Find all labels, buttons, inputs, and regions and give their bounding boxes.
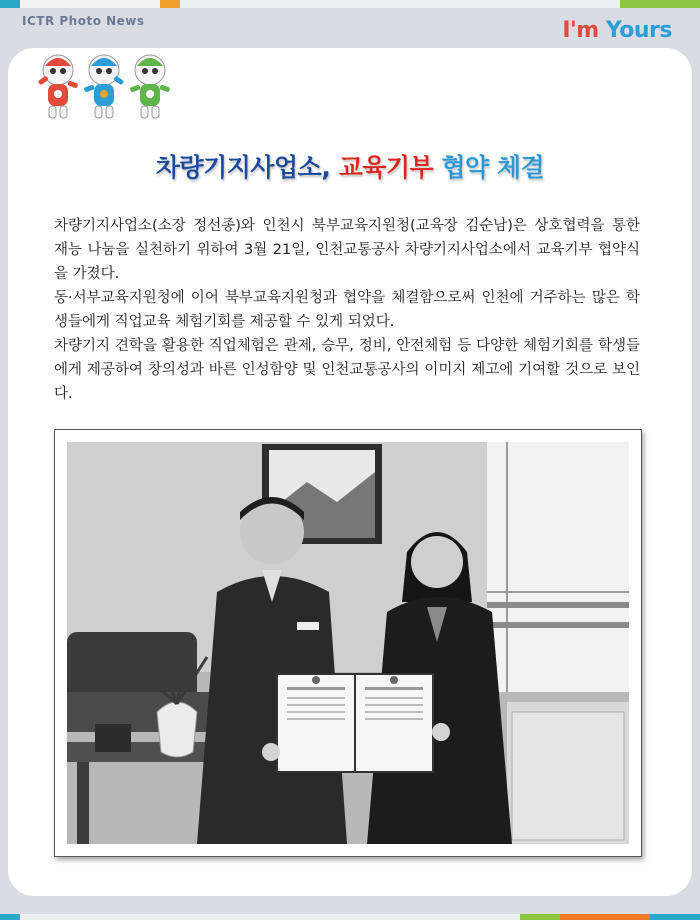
header-label: ICTR Photo News <box>22 14 145 28</box>
paragraph-2: 동·서부교육지원청에 이어 북부교육지원청과 협약을 체결함으로써 인천에 거주하는 많은 학생들에게 직업교육 체험기회를 제공할 수 있게 되었다. <box>54 290 640 330</box>
brand-logo-part1: I'm <box>562 18 599 43</box>
photo-frame <box>54 429 642 857</box>
title-part2: 교육기부 <box>338 153 434 182</box>
agreement-signing-photo <box>67 442 629 844</box>
bottom-decor-strip <box>0 914 700 920</box>
top-decor-strip <box>0 0 700 8</box>
article-title <box>0 148 700 184</box>
paragraph-3: 차량기지 견학을 활용한 직업체험은 관제, 승무, 정비, 안전체험 등 다양한 체험기회를 학생들에게 제공하여 창의성과 바른 인성함양 및 인천교통공사의 이미지 제고에 기여할 것으로 보인다. <box>54 338 640 402</box>
article-body <box>54 214 640 406</box>
mascot-blue-icon <box>84 55 125 118</box>
paragraph-1: 차량기지사업소(소장 정선종)와 인천시 북부교육지원청(교육장 김순남)은 상호협력을 통한 재능 나눔을 실천하기 위하여 3월 21일, 인천교통공사 차량기지사업소에서 교육기부 협약식을 가졌다. <box>54 218 640 282</box>
brand-logo-part2: Yours <box>605 18 672 43</box>
mascot-green-icon <box>130 55 171 118</box>
title-part1: 차량기지사업소, <box>155 153 331 182</box>
title-part3: 협약 체결 <box>441 153 545 182</box>
mascots <box>34 52 174 128</box>
brand-logo <box>562 18 672 43</box>
mascot-red-icon <box>38 55 79 118</box>
